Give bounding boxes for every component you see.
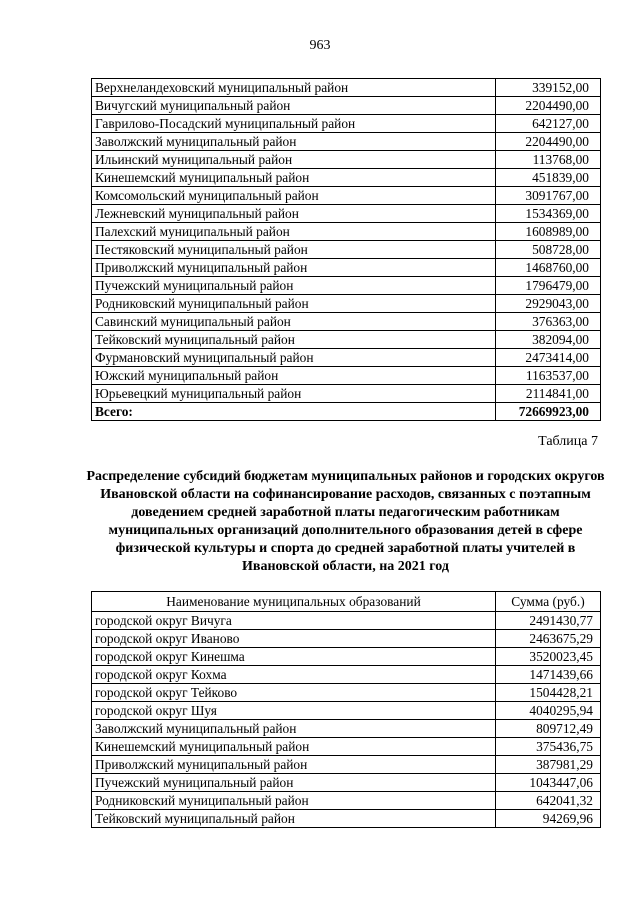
table-row	[92, 702, 601, 720]
table-row	[92, 666, 601, 684]
table-row	[92, 792, 601, 810]
table-body	[92, 79, 601, 403]
table-row	[92, 169, 601, 187]
total-row	[92, 403, 601, 421]
municipality-name: Верхнеландеховский муниципальный район	[92, 79, 496, 97]
page-number: 963	[309, 38, 331, 53]
table-row	[92, 720, 601, 738]
table-row	[92, 205, 601, 223]
subsidy-amount: 94269,96	[496, 810, 601, 828]
municipality-name: Приволжский муниципальный район	[92, 259, 496, 277]
table-row	[92, 756, 601, 774]
municipality-name: Южский муниципальный район	[92, 367, 496, 385]
subsidy-amount: 2204490,00	[496, 97, 601, 115]
table-row	[92, 241, 601, 259]
municipality-name: Лежневский муниципальный район	[92, 205, 496, 223]
table-row	[92, 79, 601, 97]
municipality-name: Заволжский муниципальный район	[92, 720, 496, 738]
table-row	[92, 97, 601, 115]
subsidy-table-continued	[91, 78, 601, 421]
subsidy-amount: 508728,00	[496, 241, 601, 259]
municipality-name: Кинешемский муниципальный район	[92, 738, 496, 756]
subsidy-amount: 339152,00	[496, 79, 601, 97]
table-caption: Таблица 7	[538, 434, 598, 449]
table-body	[92, 612, 601, 828]
table-row	[92, 151, 601, 169]
header-row	[92, 592, 601, 612]
municipality-name: городской округ Тейково	[92, 684, 496, 702]
subsidy-amount: 2114841,00	[496, 385, 601, 403]
table-row	[92, 133, 601, 151]
subsidy-amount: 3520023,45	[496, 648, 601, 666]
subsidy-amount: 1468760,00	[496, 259, 601, 277]
municipality-name: городской округ Иваново	[92, 630, 496, 648]
subsidy-amount: 3091767,00	[496, 187, 601, 205]
subsidy-amount: 451839,00	[496, 169, 601, 187]
subsidy-amount: 1796479,00	[496, 277, 601, 295]
table-row	[92, 115, 601, 133]
municipality-name: Заволжский муниципальный район	[92, 133, 496, 151]
subsidy-amount: 642127,00	[496, 115, 601, 133]
municipality-name: Пучежский муниципальный район	[92, 277, 496, 295]
subsidy-amount: 1534369,00	[496, 205, 601, 223]
subsidy-amount: 4040295,94	[496, 702, 601, 720]
subsidy-amount: 1504428,21	[496, 684, 601, 702]
subsidy-amount: 1043447,06	[496, 774, 601, 792]
subsidy-amount: 2491430,77	[496, 612, 601, 630]
subsidy-amount: 1471439,66	[496, 666, 601, 684]
municipality-name: Родниковский муниципальный район	[92, 792, 496, 810]
municipality-name: Кинешемский муниципальный район	[92, 169, 496, 187]
subsidy-amount: 2473414,00	[496, 349, 601, 367]
municipality-name: Приволжский муниципальный район	[92, 756, 496, 774]
total-value: 72669923,00	[496, 403, 601, 421]
municipality-name: Тейковский муниципальный район	[92, 810, 496, 828]
table-row	[92, 612, 601, 630]
subsidy-table-7	[91, 591, 601, 828]
table-row	[92, 349, 601, 367]
municipality-name: Палехский муниципальный район	[92, 223, 496, 241]
table-row	[92, 774, 601, 792]
table-row	[92, 738, 601, 756]
table-row	[92, 259, 601, 277]
municipality-name: Гаврилово-Посадский муниципальный район	[92, 115, 496, 133]
municipality-name: Родниковский муниципальный район	[92, 295, 496, 313]
table-row	[92, 630, 601, 648]
municipality-name: Юрьевецкий муниципальный район	[92, 385, 496, 403]
subsidy-amount: 376363,00	[496, 313, 601, 331]
subsidy-amount: 2204490,00	[496, 133, 601, 151]
subsidy-amount: 1163537,00	[496, 367, 601, 385]
table-row	[92, 385, 601, 403]
table-row	[92, 295, 601, 313]
subsidy-amount: 642041,32	[496, 792, 601, 810]
municipality-name: Ильинский муниципальный район	[92, 151, 496, 169]
subsidy-amount: 382094,00	[496, 331, 601, 349]
table-row	[92, 810, 601, 828]
municipality-name: Фурмановский муниципальный район	[92, 349, 496, 367]
municipality-name: Вичугский муниципальный район	[92, 97, 496, 115]
column-header-sum: Сумма (руб.)	[496, 592, 601, 612]
table-row	[92, 187, 601, 205]
column-header-name: Наименование муниципальных образований	[92, 592, 496, 612]
table-row	[92, 367, 601, 385]
subsidy-amount: 809712,49	[496, 720, 601, 738]
subsidy-amount: 2929043,00	[496, 295, 601, 313]
municipality-name: городской округ Вичуга	[92, 612, 496, 630]
municipality-name: Пучежский муниципальный район	[92, 774, 496, 792]
subsidy-amount: 375436,75	[496, 738, 601, 756]
table-row	[92, 684, 601, 702]
municipality-name: Пестяковский муниципальный район	[92, 241, 496, 259]
municipality-name: городской округ Кохма	[92, 666, 496, 684]
table-row	[92, 277, 601, 295]
municipality-name: Савинский муниципальный район	[92, 313, 496, 331]
total-label: Всего:	[92, 403, 496, 421]
municipality-name: Комсомольский муниципальный район	[92, 187, 496, 205]
subsidy-amount: 387981,29	[496, 756, 601, 774]
table-row	[92, 648, 601, 666]
municipality-name: городской округ Шуя	[92, 702, 496, 720]
municipality-name: Тейковский муниципальный район	[92, 331, 496, 349]
municipality-name: городской округ Кинешма	[92, 648, 496, 666]
table-row	[92, 223, 601, 241]
subsidy-amount: 2463675,29	[496, 630, 601, 648]
table-row	[92, 331, 601, 349]
subsidy-amount: 1608989,00	[496, 223, 601, 241]
table-heading: Распределение субсидий бюджетам муниципальных районов и городских округов Ивановской области на софинансирование расходов, связанных с поэтапным доведением средней заработной платы педагогическим работникам муниципальных организаций дополнительного образования детей в сфере физической культуры и спорта до средней заработной платы учителей в Ивановской области, на 2021 год	[86, 469, 605, 574]
table-row	[92, 313, 601, 331]
subsidy-amount: 113768,00	[496, 151, 601, 169]
